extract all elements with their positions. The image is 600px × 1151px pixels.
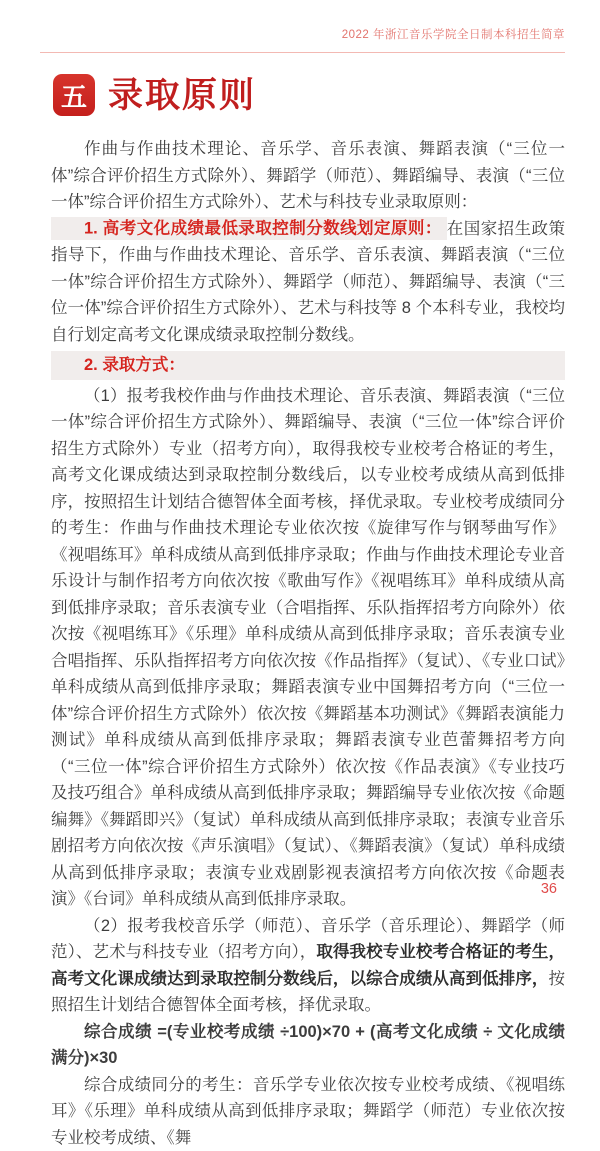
- rule1-paragraph: [51, 216, 565, 349]
- rule1-text: 在国家招生政策指导下，作曲与作曲技术理论、音乐学、音乐表演、舞蹈表演（“三位一体”综合评价招生方式除外）、舞蹈学（师范）、舞蹈编导、表演（“三位一体”综合评价招生方式除外）、艺术与科技等 8 个本科专业，我校均自行划定高考文化课成绩录取控制分数线。: [51, 220, 565, 344]
- para2-bold-text: 取得我校专业校考合格证的考生，高考文化课成绩达到录取控制分数线后，以综合成绩从高到低排序，: [51, 943, 565, 988]
- para2-end-text: 按照招生计划结合德智体全面考核，择优录取。: [51, 970, 565, 1015]
- rule1-label: 1. 高考文化成绩最低录取控制分数线划定原则：: [51, 217, 447, 240]
- composite-score-formula: 综合成绩 =(专业校考成绩 ÷100)×70 + (高考文化成绩 ÷ 文化成绩满分)×30: [51, 1019, 565, 1072]
- section-number-badge: 五: [53, 74, 95, 116]
- intro-paragraph: 作曲与作曲技术理论、音乐学、音乐表演、舞蹈表演（“三位一体”综合评价招生方式除外）、舞蹈学（师范）、舞蹈编导、表演（“三位一体”综合评价招生方式除外）、艺术与科技专业录取原则：: [51, 136, 565, 216]
- page-number: 36: [541, 881, 557, 897]
- section-heading: [53, 74, 565, 116]
- page-content: [51, 72, 565, 1151]
- tiebreak-paragraph: 综合成绩同分的考生：音乐学专业依次按专业校考成绩、《视唱练耳》《乐理》单科成绩从高到低排序录取；舞蹈学（师范）专业依次按专业校考成绩、《舞: [51, 1072, 565, 1151]
- admission-paragraph-1: （1）报考我校作曲与作曲技术理论、音乐表演、舞蹈表演（“三位一体”综合评价招生方式除外）、舞蹈编导、表演（“三位一体”综合评价招生方式除外）专业（招考方向），取得我校专业校考合格证的考生，高考文化课成绩达到录取控制分数线后，以专业校考成绩从高到低排序，按照招生计划结合德智体全面考核，择优录取。专业校考成绩同分的考生：作曲与作曲技术理论专业依次按《旋律写作与钢琴曲写作》《视唱练耳》单科成绩从高到低排序录取；作曲与作曲技术理论专业音乐设计与制作招考方向依次按《歌曲写作》《视唱练耳》单科成绩从高到低排序录取；音乐表演专业（合唱指挥、乐队指挥招考方向除外）依次按《视唱练耳》《乐理》单科成绩从高到低排序录取；音乐表演专业合唱指挥、乐队指挥招考方向依次按《作品指挥》（复试）、《专业口试》单科成绩从高到低排序录取；舞蹈表演专业中国舞招考方向（“三位一体”综合评价招生方式除外）依次按《舞蹈基本功测试》《舞蹈表演能力测试》单科成绩从高到低排序录取；舞蹈表演专业芭蕾舞招考方向（“三位一体”综合评价招生方式除外）依次按《作品表演》《专业技巧及技巧组合》单科成绩从高到低排序录取；舞蹈编导专业依次按《命题编舞》《舞蹈即兴》（复试）单科成绩从高到低排序录取；表演专业音乐剧招考方向依次按《声乐演唱》（复试）、《舞蹈表演》（复试）单科成绩从高到低排序录取；表演专业戏剧影视表演招考方向依次按《命题表演》《台词》单科成绩从高到低排序录取。: [51, 383, 565, 913]
- header-divider: [40, 52, 565, 53]
- para2-start-text: （2）报考我校音乐学（师范）、音乐学（音乐理论）、舞蹈学（师范）、艺术与科技专业（招考方向），: [51, 917, 565, 962]
- section-title: 录取原则: [108, 78, 256, 113]
- admission-paragraph-2: [51, 913, 565, 1019]
- rule2-label: 2. 录取方式：: [51, 351, 565, 380]
- doc-header-title: 2022 年浙江音乐学院全日制本科招生简章: [342, 26, 565, 42]
